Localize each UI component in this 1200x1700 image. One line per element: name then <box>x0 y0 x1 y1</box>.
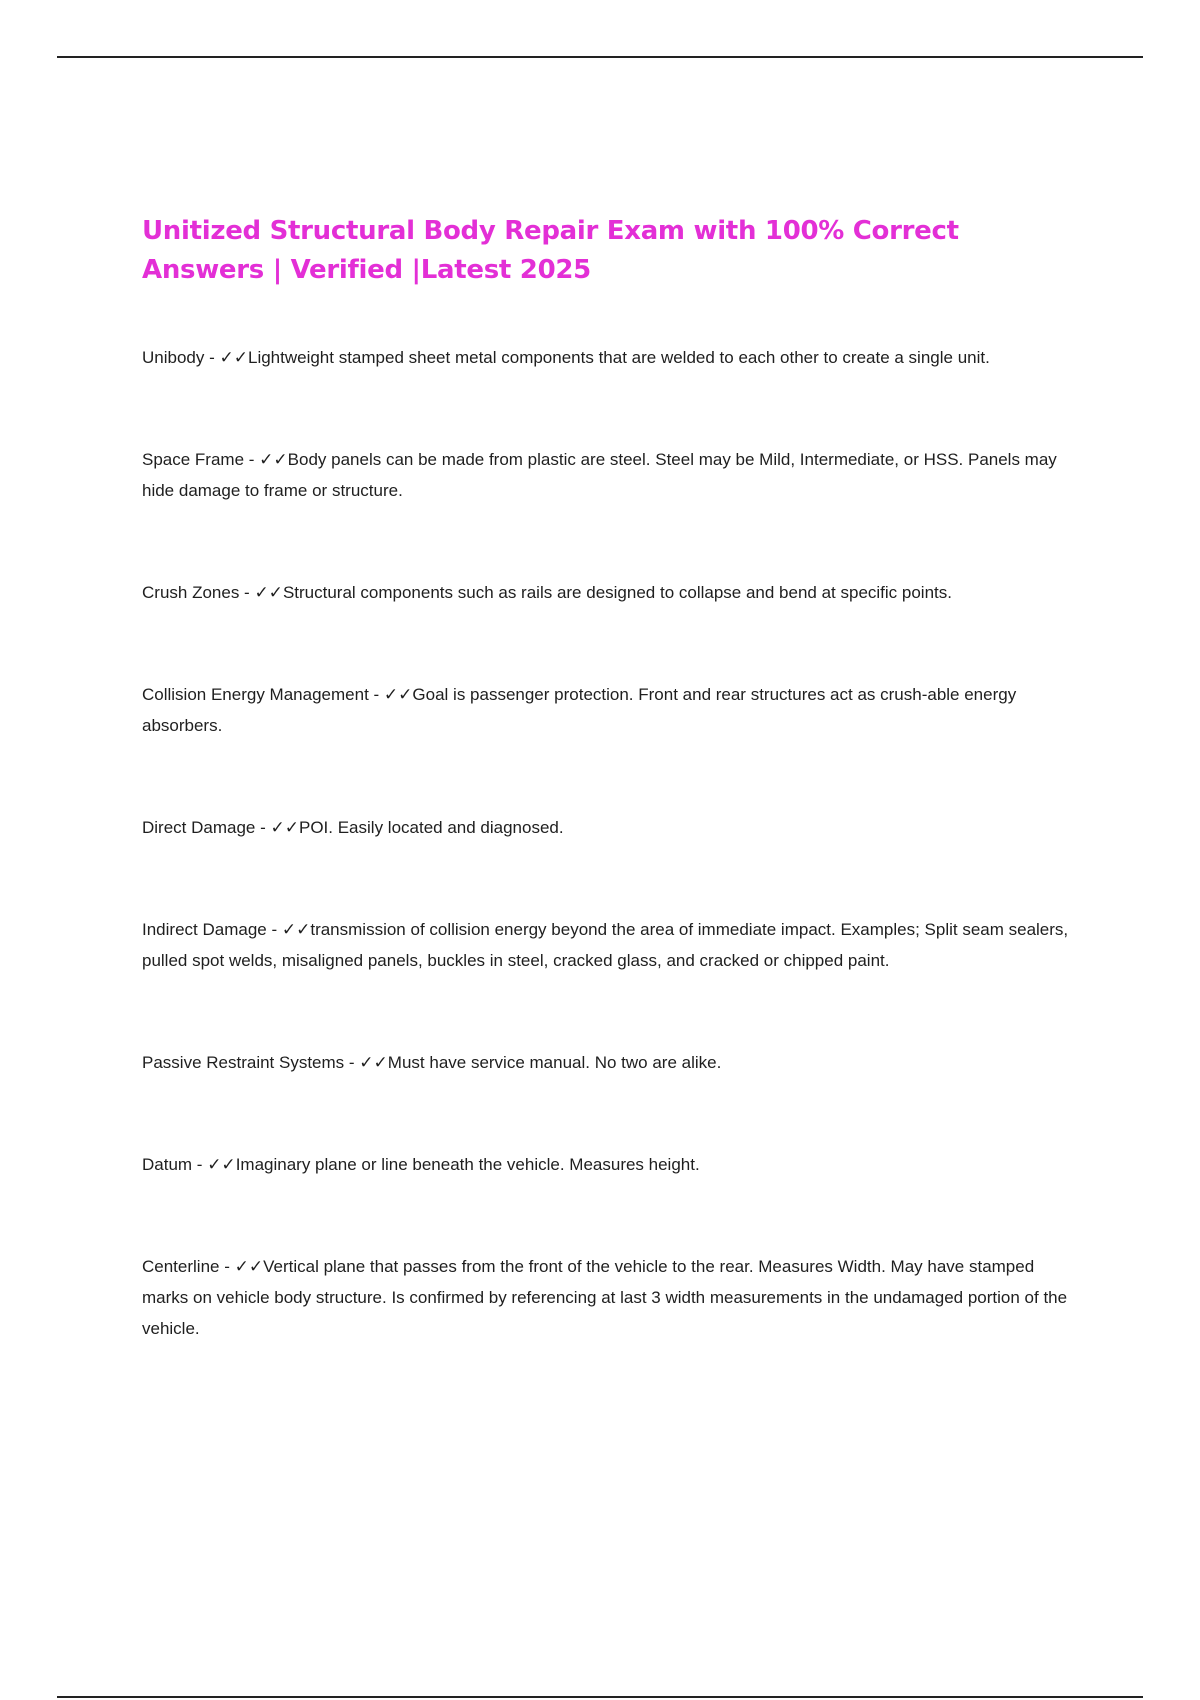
definition: Lightweight stamped sheet metal components that are welded to each other to create a single unit. <box>247 348 990 367</box>
check-marks-icon: ✓✓ <box>359 1053 388 1072</box>
definition: Must have service manual. No two are alike. <box>387 1053 722 1072</box>
term: Space Frame <box>142 450 245 469</box>
term: Unibody <box>142 348 205 367</box>
check-marks-icon: ✓✓ <box>254 583 283 602</box>
separator: - <box>344 1053 360 1072</box>
definition: Vertical plane that passes from the front of the vehicle to the rear. Measures Width. May have stamped marks on vehicle body structure. Is confirmed by referencing at last 3 width measurements in the undamaged portion of the vehicle. <box>142 1257 1068 1338</box>
document-title: Unitized Structural Body Repair Exam with 100% Correct Answers | Verified |Latest 2025 <box>142 216 959 285</box>
bottom-rule <box>57 1696 1143 1698</box>
list-item <box>142 1047 1072 1078</box>
check-marks-icon: ✓✓ <box>259 450 288 469</box>
list-item <box>142 1251 1072 1344</box>
list-item <box>142 444 1072 506</box>
separator: - <box>368 685 384 704</box>
definition: Imaginary plane or line beneath the vehicle. Measures height. <box>235 1155 700 1174</box>
definition: Structural components such as rails are designed to collapse and bend at specific points. <box>282 583 952 602</box>
separator: - <box>244 450 260 469</box>
definition: Goal is passenger protection. Front and rear structures act as crush-able energy absorbers. <box>142 685 1017 735</box>
definition: transmission of collision energy beyond the area of immediate impact. Examples; Split seam sealers, pulled spot welds, misaligned panels, buckles in steel, cracked glass, and cracked or chipped paint. <box>142 920 1069 970</box>
separator: - <box>192 1155 208 1174</box>
definition: POI. Easily located and diagnosed. <box>298 818 564 837</box>
top-rule <box>57 56 1143 58</box>
separator: - <box>219 1257 235 1276</box>
definition: Body panels can be made from plastic are steel. Steel may be Mild, Intermediate, or HSS. Panels may hide damage to frame or structure. <box>142 450 1057 500</box>
check-marks-icon: ✓✓ <box>383 685 413 704</box>
term: Direct Damage <box>142 818 256 837</box>
term: Centerline <box>142 1257 220 1276</box>
separator: - <box>239 583 255 602</box>
term: Passive Restraint Systems <box>142 1053 345 1072</box>
list-item <box>142 679 1072 741</box>
check-marks-icon: ✓✓ <box>234 1257 264 1276</box>
check-marks-icon: ✓✓ <box>207 1155 236 1174</box>
document-body <box>142 212 1072 1415</box>
list-item <box>142 342 1072 373</box>
list-item <box>142 914 1072 976</box>
separator: - <box>266 920 282 939</box>
list-item <box>142 812 1072 843</box>
check-marks-icon: ✓✓ <box>281 920 311 939</box>
term: Collision Energy Management <box>142 685 369 704</box>
term: Crush Zones <box>142 583 240 602</box>
check-marks-icon: ✓✓ <box>270 818 299 837</box>
separator: - <box>204 348 220 367</box>
list-item <box>142 577 1072 608</box>
term: Datum <box>142 1155 193 1174</box>
qa-list <box>142 342 1072 1344</box>
check-marks-icon: ✓✓ <box>219 348 248 367</box>
term: Indirect Damage <box>142 920 267 939</box>
separator: - <box>255 818 271 837</box>
list-item <box>142 1149 1072 1180</box>
